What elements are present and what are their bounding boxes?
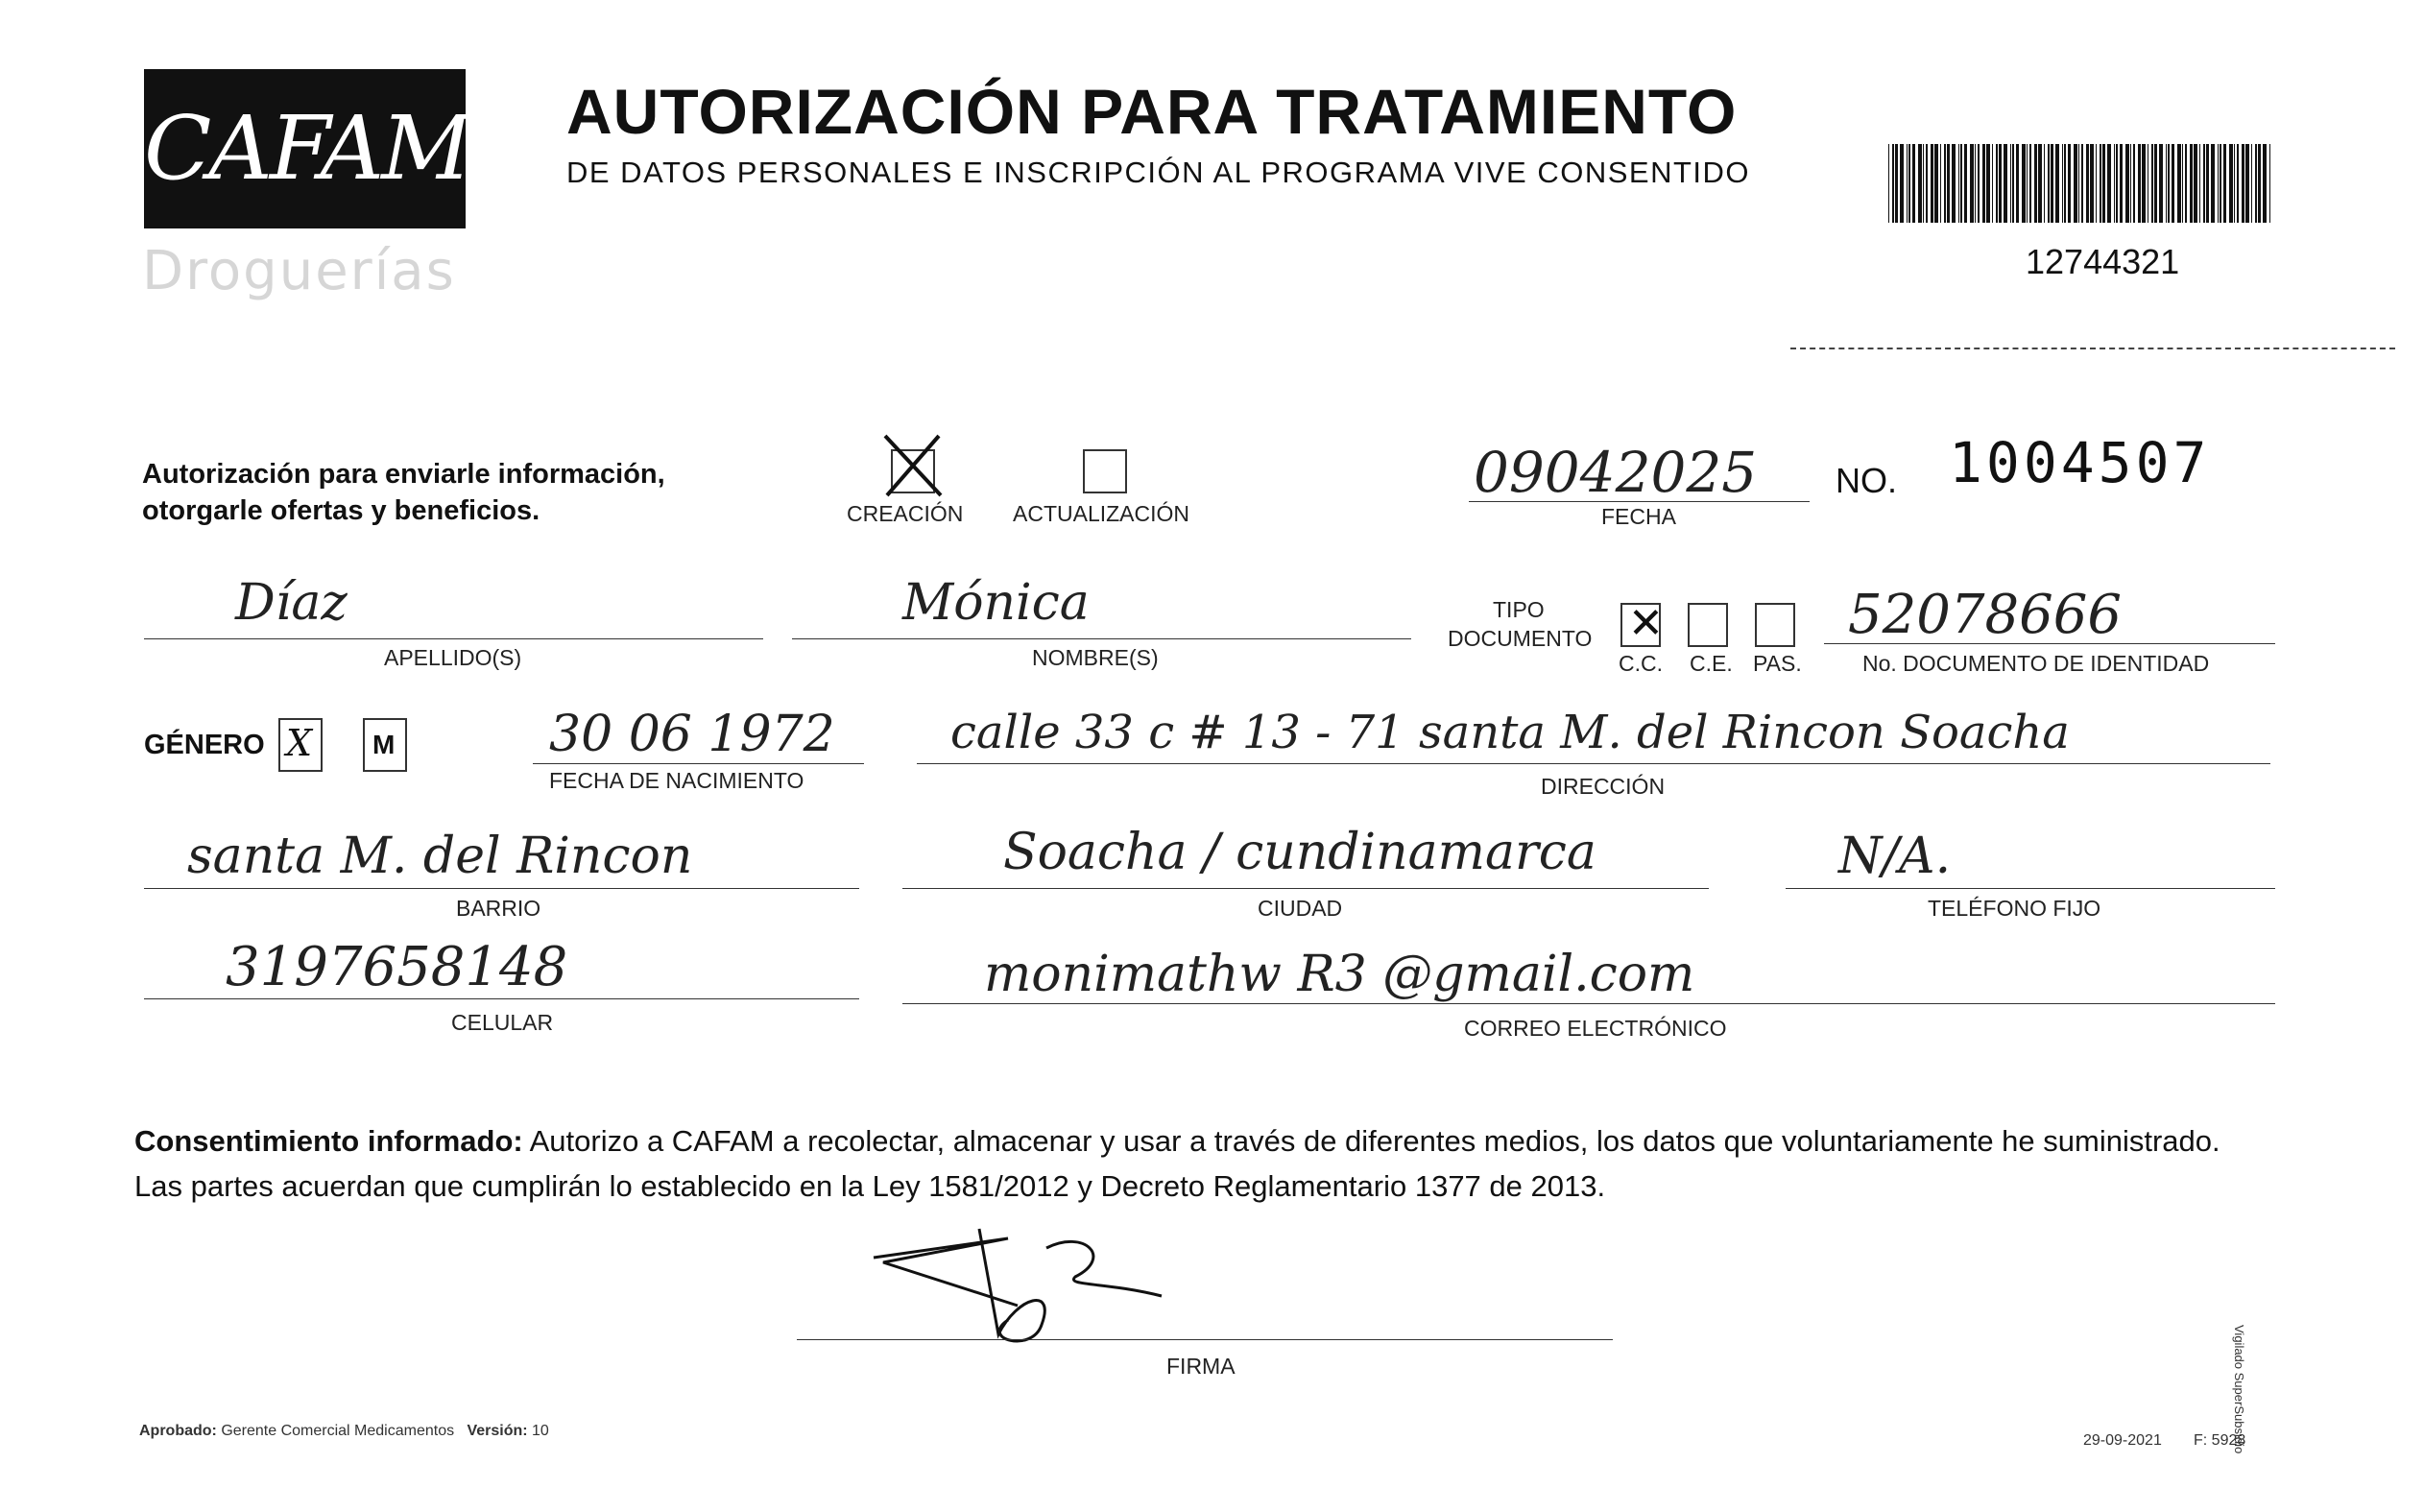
- footer-date: 29-09-2021: [2083, 1432, 2162, 1449]
- aprobado-footer: [139, 1423, 549, 1440]
- barcode-number: 12744321: [2026, 242, 2180, 281]
- no-label: NO.: [1836, 461, 1898, 500]
- creacion-check-mark: [879, 432, 947, 499]
- ce-label: C.E.: [1690, 651, 1733, 676]
- version-value: 10: [532, 1423, 549, 1439]
- version-label: Versión:: [467, 1423, 528, 1439]
- header-divider: [1790, 348, 2395, 349]
- celular-label: CELULAR: [451, 1010, 554, 1035]
- consent-bold: Consentimiento informado:: [134, 1124, 523, 1158]
- form-subtitle: DE DATOS PERSONALES E INSCRIPCIÓN AL PROGRAMA VIVE CONSENTIDO: [566, 156, 1751, 189]
- tipo-label: TIPO: [1493, 597, 1545, 622]
- direccion-value: calle 33 c # 13 - 71 santa M. del Rincon Soacha: [950, 706, 2070, 759]
- documento-label: DOCUMENTO: [1448, 626, 1593, 651]
- genero-label: GÉNERO: [144, 730, 265, 760]
- apellidos-label: APELLIDO(S): [384, 645, 522, 670]
- fecha-value: 09042025: [1474, 440, 1758, 505]
- celular-value: 3197658148: [226, 936, 568, 998]
- form-title: AUTORIZACIÓN PARA TRATAMIENTO: [566, 76, 1738, 147]
- consent-text-1: Autorizo a CAFAM a recolectar, almacenar y usar a través de diferentes medios, los datos que voluntariamente he suministrado.: [522, 1124, 2220, 1158]
- nacimiento-value: 30 06 1972: [549, 706, 835, 763]
- nacimiento-label: FECHA DE NACIMIENTO: [549, 768, 804, 793]
- no-value: 1004507: [1949, 430, 2211, 495]
- ciudad-value: Soacha / cundinamarca: [1003, 824, 1596, 881]
- cc-label: C.C.: [1619, 651, 1663, 676]
- actualizacion-checkbox[interactable]: [1083, 449, 1127, 493]
- consent-text-2: Las partes acuerdan que cumplirán lo establecido en la Ley 1581/2012 y Decreto Reglamentario 1377 de 2013.: [134, 1169, 1606, 1203]
- nombres-label: NOMBRE(S): [1032, 645, 1159, 670]
- intro-text-line2: otorgarle ofertas y beneficios.: [142, 495, 540, 526]
- pas-label: PAS.: [1753, 651, 1802, 676]
- correo-label: CORREO ELECTRÓNICO: [1464, 1016, 1727, 1041]
- aprobado-value: Gerente Comercial Medicamentos: [221, 1423, 455, 1439]
- genero-m-label: M: [372, 730, 396, 759]
- cafam-logo-text: CAFAM: [144, 97, 469, 200]
- creacion-label: CREACIÓN: [847, 501, 964, 526]
- genero-f-mark: X: [286, 722, 313, 764]
- direccion-label: DIRECCIÓN: [1541, 774, 1666, 799]
- droguerias-subtext: Droguerías: [142, 240, 456, 302]
- consent-text: [134, 1118, 2285, 1209]
- ce-checkbox[interactable]: [1688, 603, 1728, 647]
- telefono-label: TELÉFONO FIJO: [1928, 896, 2101, 921]
- pas-checkbox[interactable]: [1755, 603, 1795, 647]
- documento-value: 52078666: [1848, 584, 2123, 646]
- correo-value: monimathw R3 @gmail.com: [984, 946, 1695, 1003]
- barrio-value: santa M. del Rincon: [187, 828, 693, 885]
- nombres-value: Mónica: [902, 574, 1090, 632]
- documento-number-label: No. DOCUMENTO DE IDENTIDAD: [1862, 651, 2210, 676]
- cc-check-mark: ✕: [1628, 600, 1664, 647]
- firma-label: FIRMA: [1166, 1354, 1236, 1379]
- intro-text-line1: Autorización para enviarle información,: [142, 459, 665, 490]
- fecha-label: FECHA: [1601, 504, 1676, 529]
- aprobado-label: Aprobado:: [139, 1423, 217, 1439]
- actualizacion-label: ACTUALIZACIÓN: [1013, 501, 1190, 526]
- footer-code: F: 5928: [2194, 1432, 2246, 1449]
- barrio-label: BARRIO: [456, 896, 541, 921]
- ciudad-label: CIUDAD: [1258, 896, 1343, 921]
- telefono-value: N/A.: [1838, 828, 1952, 885]
- vigilado-side-text: Vigilado SuperSubsidio: [2232, 1325, 2246, 1454]
- barcode: [1888, 144, 2272, 223]
- apellidos-value: Díaz: [235, 574, 348, 632]
- signature-drawing: [864, 1219, 1190, 1354]
